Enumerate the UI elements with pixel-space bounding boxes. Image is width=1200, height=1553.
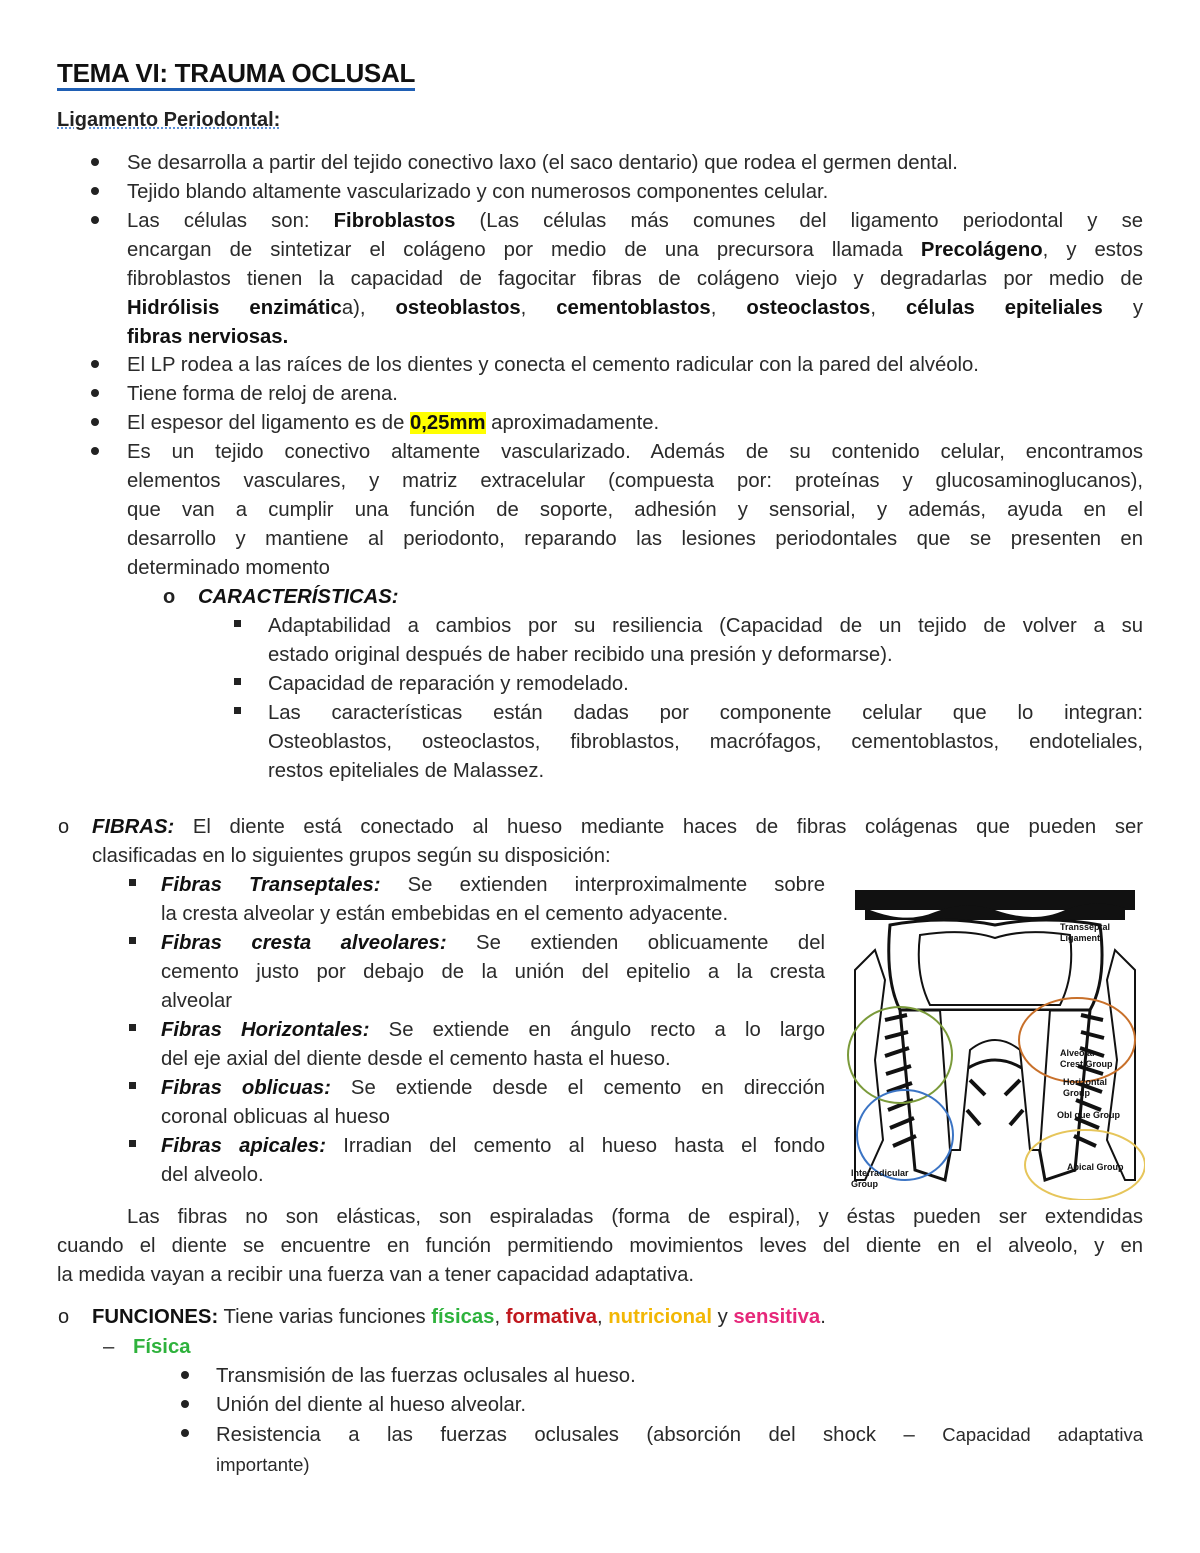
fibra-2-line-2: cemento justo por debajo de la unión del epitelio a la cresta <box>161 961 825 983</box>
bullet-text-1: Se desarrolla a partir del tejido conectivo laxo (el saco dentario) que rodea el germen dental. <box>127 152 958 174</box>
fibra-5-line-2: del alveolo. <box>161 1164 264 1186</box>
section-title: Ligamento Periodontal: <box>57 109 281 131</box>
square-bullet-icon <box>234 678 241 685</box>
figure-label-transseptal: Transseptal <box>1060 922 1111 932</box>
bullet-icon <box>91 216 99 224</box>
circle-bullet-icon: o <box>58 1306 70 1328</box>
fibra-4-line-2: coronal oblicuas al hueso <box>161 1106 390 1128</box>
dash-bullet-icon: – <box>103 1336 115 1358</box>
funcion-fisica-3-line-2: importante) <box>216 1454 310 1475</box>
bullet-text-7-line-4: desarrollo y mantiene al periodonto, reparando las lesiones periodontales que se presenten en <box>127 528 1143 550</box>
fibras-intro-line-2: clasificadas en lo siguientes grupos según su disposición: <box>92 845 611 867</box>
bullet-text-3-line-4: Hidrólisis enzimática), osteoblastos, cementoblastos, osteoclastos, células epiteliales y <box>127 297 1143 319</box>
bullet-icon <box>91 447 99 455</box>
fibras-paragraph-line-1: Las fibras no son elásticas, son espiraladas (forma de espiral), y éstas pueden ser extendidas <box>127 1206 1143 1228</box>
highlight-thickness: 0,25mm <box>409 412 486 434</box>
figure-label-horizontal: Horizontal <box>1063 1077 1107 1087</box>
bullet-text-4: El LP rodea a las raíces de los dientes y conecta el cemento radicular con la pared del alvéolo. <box>127 354 979 376</box>
circle-bullet-icon: o <box>163 586 176 608</box>
fibra-2-line-3: alveolar <box>161 990 233 1012</box>
bullet-text-2: Tejido blando altamente vascularizado y con numerosos componentes celular. <box>127 181 829 203</box>
figure-label-apical: Apical Group <box>1067 1162 1124 1172</box>
caracteristicas-heading: CARACTERÍSTICAS: <box>198 586 399 608</box>
bullet-icon <box>91 360 99 368</box>
page-title: TEMA VI: TRAUMA OCLUSAL <box>57 58 415 91</box>
bullet-icon <box>91 187 99 195</box>
square-bullet-icon <box>234 620 241 627</box>
fibra-4-line-1: Fibras oblicuas: Se extiende desde el cemento en dirección <box>161 1077 826 1099</box>
bullet-icon <box>91 418 99 426</box>
caracteristica-1-line-2: estado original después de haber recibido una presión y deformarse). <box>268 644 893 666</box>
bullet-icon <box>181 1429 189 1437</box>
bullet-text-7-line-3: que van a cumplir una función de soporte, adhesión y sensorial, y además, ayuda en el <box>127 499 1143 521</box>
caracteristica-3-line-1: Las características están dadas por componente celular que lo integran: <box>268 702 1143 724</box>
bullet-icon <box>181 1400 189 1408</box>
fibras-paragraph-line-3: la medida vayan a recibir una fuerza van a tener capacidad adaptativa. <box>57 1264 695 1286</box>
bullet-text-3-line-3: fibroblastos tienen la capacidad de fagocitar fibras de colágeno viejo y degradarlas por medio de <box>127 268 1143 290</box>
square-bullet-icon <box>129 1024 136 1031</box>
bullet-text-7-line-2: elementos vasculares, y matriz extracelular (compuesta por: proteínas y glucosaminoglucanos), <box>127 470 1143 492</box>
square-bullet-icon <box>129 1140 136 1147</box>
caracteristica-2: Capacidad de reparación y remodelado. <box>268 673 629 695</box>
bullet-text-7-line-1: Es un tejido conectivo altamente vascularizado. Además de su contenido celular, encontramos <box>127 441 1143 463</box>
figure-label-crest-group: Crest Group <box>1060 1059 1113 1069</box>
fibra-3-line-2: del eje axial del diente desde el cemento hasta el hueso. <box>161 1048 671 1070</box>
bullet-text-7-line-5: determinado momento <box>127 557 330 579</box>
fibras-intro-line-1: FIBRAS: El diente está conectado al hueso mediante haces de fibras colágenas que pueden ser <box>92 816 1143 838</box>
square-bullet-icon <box>129 937 136 944</box>
bullet-icon <box>91 389 99 397</box>
square-bullet-icon <box>234 707 241 714</box>
figure-label-alveolar: Alveolar <box>1060 1048 1096 1058</box>
bullet-text-5: Tiene forma de reloj de arena. <box>127 383 398 405</box>
square-bullet-icon <box>129 879 136 886</box>
fisica-heading: Física <box>133 1336 191 1358</box>
bullet-icon <box>91 158 99 166</box>
bullet-icon <box>181 1371 189 1379</box>
fibra-5-line-1: Fibras apicales: Irradian del cemento al hueso hasta el fondo <box>161 1135 825 1157</box>
fibra-2-line-1: Fibras cresta alveolares: Se extienden oblicuamente del <box>161 932 825 954</box>
funcion-fisica-2: Unión del diente al hueso alveolar. <box>216 1394 527 1416</box>
bullet-text-3-line-2: encargan de sintetizar el colágeno por medio de una precursora llamada Precolágeno, y estos <box>127 239 1143 261</box>
fibra-3-line-1: Fibras Horizontales: Se extiende en ángulo recto a lo largo <box>161 1019 825 1041</box>
caracteristica-1-line-1: Adaptabilidad a cambios por su resiliencia (Capacidad de un tejido de volver a su <box>268 615 1143 637</box>
caracteristica-3-line-3: restos epiteliales de Malassez. <box>268 760 545 782</box>
caracteristica-3-line-2: Osteoblastos, osteoclastos, fibroblastos, macrófagos, cementoblastos, endoteliales, <box>268 731 1143 753</box>
figure-label-oblique: Obl que Group <box>1057 1110 1120 1120</box>
figure-label-group-2: Group <box>851 1179 878 1189</box>
square-bullet-icon <box>129 1082 136 1089</box>
funcion-fisica-3-line-1: Resistencia a las fuerzas oclusales (absorción del shock – Capacidad adaptativa <box>216 1424 1144 1446</box>
bullet-text-3-line-1: Las células son: Fibroblastos (Las células más comunes del ligamento periodontal y se <box>127 210 1143 232</box>
funciones-intro: FUNCIONES: Tiene varias funciones físicas, formativa, nutricional y sensitiva. <box>92 1306 826 1328</box>
fibra-1-line-1: Fibras Transeptales: Se extienden interproximalmente sobre <box>161 874 825 896</box>
fibra-1-line-2: la cresta alveolar y están embebidas en el cemento adyacente. <box>161 903 729 925</box>
bullet-text-6: El espesor del ligamento es de 0,25mm aproximadamente. <box>127 412 660 434</box>
funcion-fisica-1: Transmisión de las fuerzas oclusales al hueso. <box>216 1365 636 1387</box>
tooth-periodontal-fibers-figure <box>845 880 1145 1200</box>
circle-bullet-icon: o <box>58 816 70 838</box>
figure-label-group: Group <box>1063 1088 1090 1098</box>
bullet-text-3-line-5: fibras nerviosas. <box>127 326 289 348</box>
figure-label-interradicular: Interradicular <box>851 1168 909 1178</box>
fibras-paragraph-line-2: cuando el diente se encuentre en función permitiendo movimientos leves del diente en el alveolo, y en <box>57 1235 1143 1257</box>
figure-label-ligament: Ligament <box>1060 933 1101 943</box>
